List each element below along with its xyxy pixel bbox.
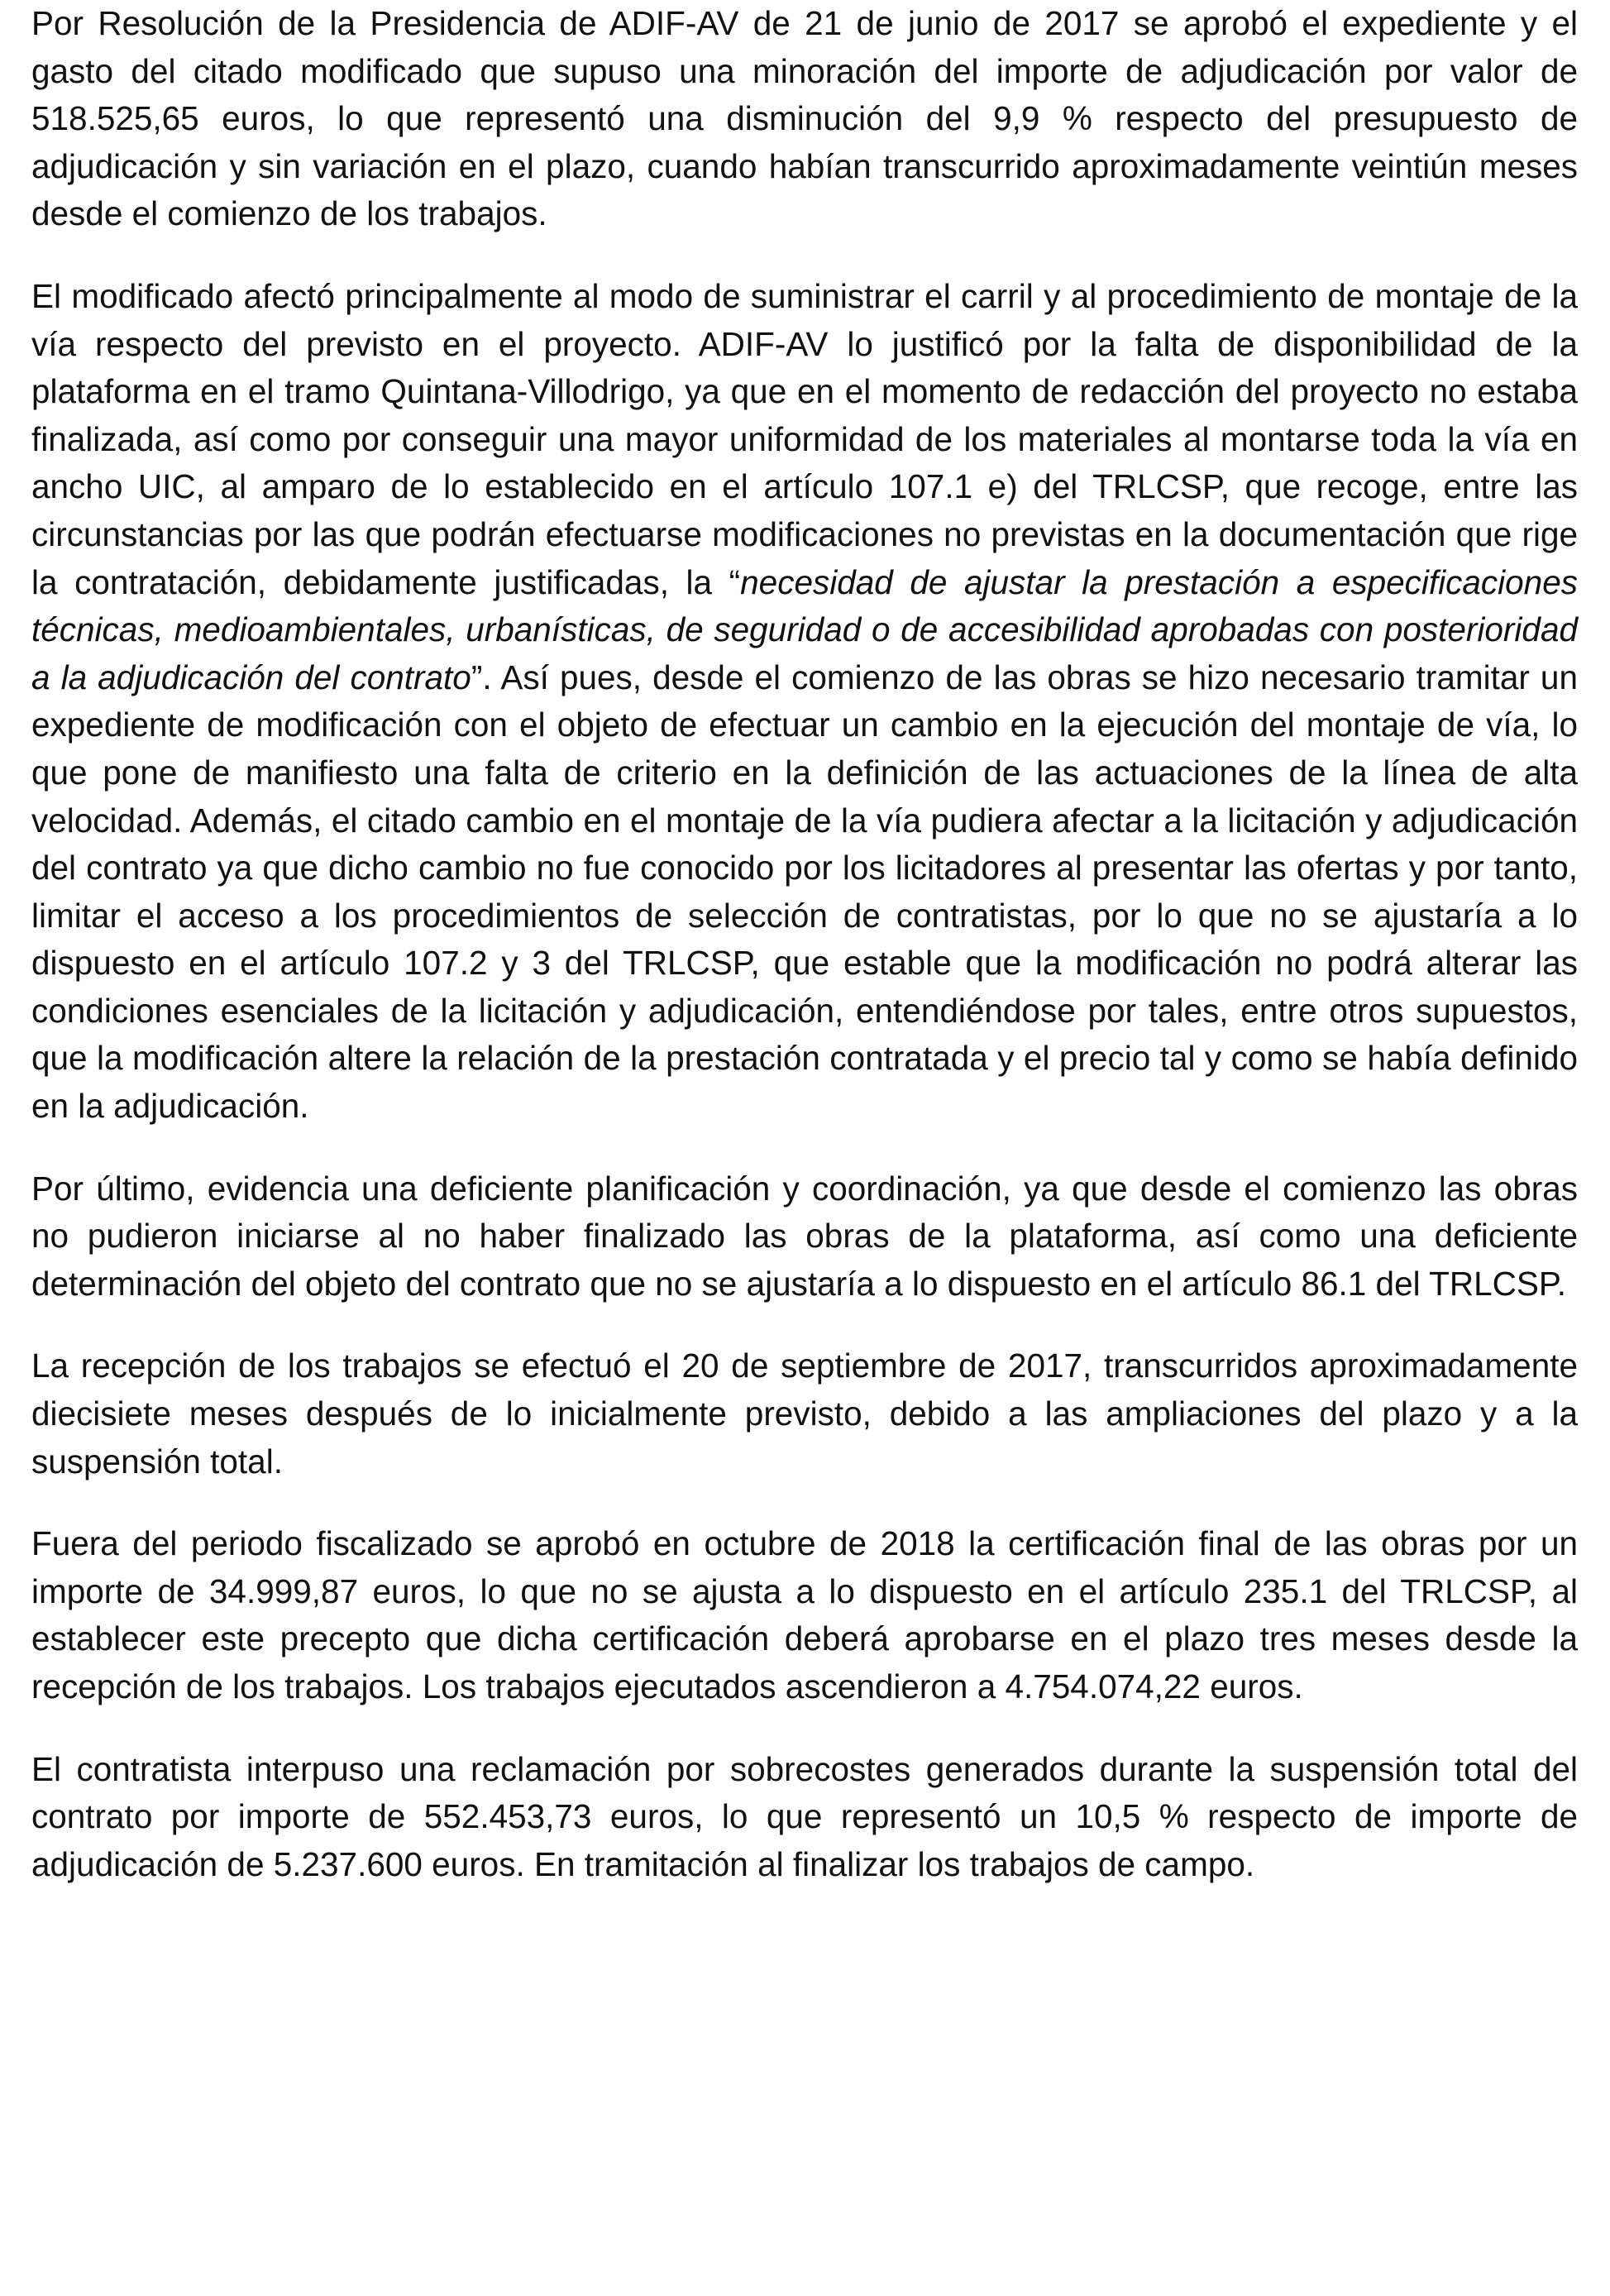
paragraph-planning: Por último, evidencia una deficiente planificación y coordinación, ya que desde el comienzo las obras no pudieron iniciarse al no haber finalizado las obras de la plataforma, así como una deficiente determinación del objeto del contrato que no se ajustaría a lo dispuesto en el artículo 86.1 del TRLCSP. [31,1169,1578,1303]
paragraph-modification-quote: necesidad de ajustar la prestación a especificaciones técnicas, medioambientales, urbanísticas, de seguridad o de accesibilidad aprobadas con posterioridad a la adjudicación del contrato [31,562,1578,696]
paragraph-resolution: Por Resolución de la Presidencia de ADIF-AV de 21 de junio de 2017 se aprobó el expediente y el gasto del citado modificado que supuso una minoración del importe de adjudicación por valor de 518.525,65 euros, lo que representó una disminución del 9,9 % respecto del presupuesto de adjudicación y sin variación en el plazo, cuando habían transcurrido aproximadamente veintiún meses desde el comienzo de los trabajos. [31,4,1578,233]
paragraph-modification [31,273,1578,1131]
paragraph-final-certification: Fuera del periodo fiscalizado se aprobó en octubre de 2018 la certificación final de las obras por un importe de 34.999,87 euros, lo que no se ajusta a lo dispuesto en el artículo 235.1 del TRLCSP, al establecer este precepto que dicha certificación deberá aprobarse en el plazo tres meses desde la recepción de los trabajos. Los trabajos ejecutados ascendieron a 4.754.074,22 euros. [31,1524,1578,1705]
paragraph-claim: El contratista interpuso una reclamación por sobrecostes generados durante la suspensión total del contrato por importe de 552.453,73 euros, lo que representó un 10,5 % respecto de importe de adjudicación de 5.237.600 euros. En tramitación al finalizar los trabajos de campo. [31,1749,1578,1883]
document-page [31,0,1578,2296]
paragraph-reception: La recepción de los trabajos se efectuó el 20 de septiembre de 2017, transcurridos aproximadamente diecisiete meses después de lo inicialmente previsto, debido a las ampliaciones del plazo y a la suspensión total. [31,1347,1578,1480]
paragraph-modification-text-before: El modificado afectó principalmente al modo de suministrar el carril y al procedimiento de montaje de la vía respecto del previsto en el proyecto. ADIF-AV lo justificó por la falta de disponibilidad de la plataforma en el tramo Quintana-Villodrigo, ya que en el momento de redacción del proyecto no estaba finalizada, así como por conseguir una mayor uniformidad de los materiales al montarse toda la vía en ancho UIC, al amparo de lo establecido en el artículo 107.1 e) del TRLCSP, que recoge, entre las circunstancias por las que podrán efectuarse modificaciones no previstas en la documentación que rige la contratación, debidamente justificadas, la “ [31,276,1578,601]
paragraph-modification-text-after: ”. Así pues, desde el comienzo de las obras se hizo necesario tramitar un expediente de modificación con el objeto de efectuar un cambio en la ejecución del montaje de vía, lo que pone de manifiesto una falta de criterio en la definición de las actuaciones de la línea de alta velocidad. Además, el citado cambio en el montaje de la vía pudiera afectar a la licitación y adjudicación del contrato ya que dicho cambio no fue conocido por los licitadores al presentar las ofertas y por tanto, limitar el acceso a los procedimientos de selección de contratistas, por lo que no se ajustaría a lo dispuesto en el artículo 107.2 y 3 del TRLCSP, que estable que la modificación no podrá alterar las condiciones esenciales de la licitación y adjudicación, entendiéndose por tales, entre otros supuestos, que la modificación altere la relación de la prestación contratada y el precio tal y como se había definido en la adjudicación. [31,658,1578,1126]
